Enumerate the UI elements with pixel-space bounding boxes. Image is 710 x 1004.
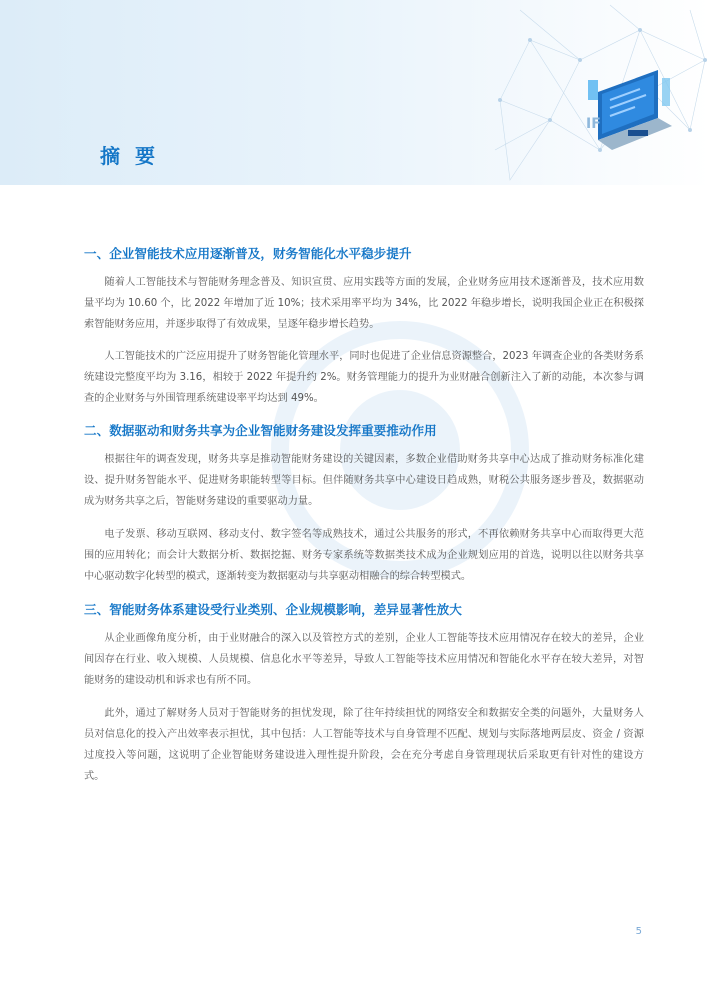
section-1-paragraph-1: 随着人工智能技术与智能财务理念普及、知识宣贯、应用实践等方面的发展，企业财务应用技术逐渐普及，技术应用数量平均为 10.60 个，比 2022 年增加了近 10%；技术采用率平均为 34%，比 2022 年稳步增长，说明我国企业正在积极探索智能财务应用，并逐步取得了有效成果，呈逐年稳步增长趋势。 [84,277,644,330]
section-3-paragraph-1: 从企业画像角度分析，由于业财融合的深入以及管控方式的差别，企业人工智能等技术应用情况存在较大的差异，企业间因存在行业、收入规模、人员规模、信息化水平等差异，导致人工智能等技术应用情况和智能化水平存在较大差异，对智能财务的建设动机和诉求也有所不同。 [84,633,644,686]
page-number: 5 [635,926,642,937]
section-1-paragraph-2: 人工智能技术的广泛应用提升了财务智能化管理水平，同时也促进了企业信息资源整合，2023 年调查企业的各类财务系统建设完整度平均为 3.16，相较于 2022 年提升约 2%。财务管理能力的提升为业财融合创新注入了新的动能，本次参与调查的企业财务与外围管理系统建设率平均达到 49%。 [84,351,644,404]
page-title: 摘 要 [100,144,159,168]
svg-text:IF: IF [586,116,601,132]
section-2-paragraph-2: 电子发票、移动互联网、移动支付、数字签名等成熟技术，通过公共服务的形式，不再依赖财务共享中心而取得更大范围的应用转化；而会计大数据分析、数据挖掘、财务专家系统等数据类技术成为企业规划应用的首选，说明以往以财务共享中心驱动数字化转型的模式，逐渐转变为数据驱动与共享驱动相融合的综合转型模式。 [84,529,644,582]
section-heading-2: 二、数据驱动和财务共享为企业智能财务建设发挥重要推动作用 [84,423,437,438]
laptop-icon [586,70,672,150]
section-3-paragraph-2: 此外，通过了解财务人员对于智能财务的担忧发现，除了往年持续担忧的网络安全和数据安全类的问题外，大量财务人员对信息化的投入产出效率表示担忧，其中包括：人工智能等技术与自身管理不匹配、规划与实际落地两层皮、资金 / 资源过度投入等问题，这说明了企业智能财务建设进入理性提升阶段，会在充分考虑自身管理现状后采取更有针对性的建设方式。 [84,708,644,782]
section-heading-3: 三、智能财务体系建设受行业类别、企业规模影响，差异显著性放大 [84,602,462,617]
section-2-paragraph-1: 根据往年的调查发现，财务共享是推动智能财务建设的关键因素，多数企业借助财务共享中心达成了推动财务标准化建设、提升财务智能水平、促进财务职能转型等目标。但伴随财务共享中心建设日趋成熟，财税公共服务逐步普及，数据驱动成为财务共享之后，智能财务建设的重要驱动力量。 [84,454,644,507]
network-illustration [490,0,710,200]
section-heading-1: 一、企业智能技术应用逐渐普及，财务智能化水平稳步提升 [84,246,412,261]
